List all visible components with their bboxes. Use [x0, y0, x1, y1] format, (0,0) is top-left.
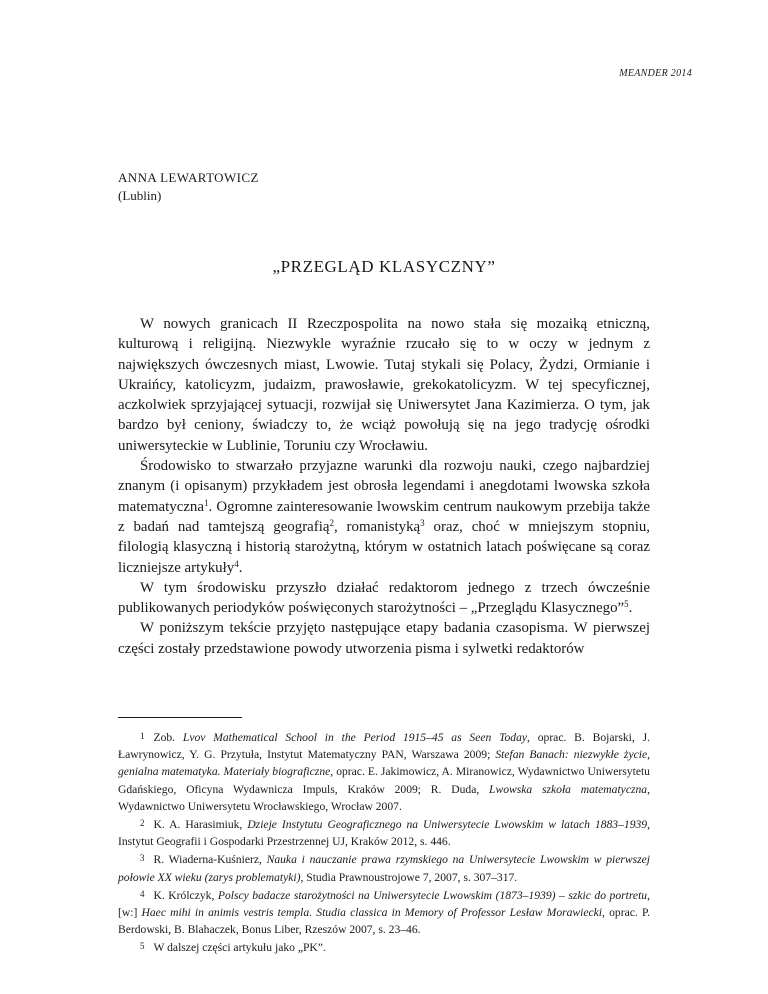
author-name: ANNA LEWARTOWICZ: [118, 170, 259, 185]
article-title: „PRZEGLĄD KLASYCZNY”: [272, 257, 496, 276]
footnote-title: Dzieje Instytutu Geograficznego na Uniwersytecie Lwowskim w latach 1883–1939: [247, 818, 648, 832]
paragraph-3: [118, 578, 650, 619]
footnote-ref-1[interactable]: 1: [204, 497, 209, 508]
footnotes: [118, 728, 650, 957]
footnote-text: K. Królczyk,: [153, 888, 218, 902]
footnote-title: Polscy badacze starożytności na Uniwersytecie Lwowskim (1873–1939) – szkic do portretu: [217, 888, 648, 902]
paragraph-2-text-a: Środowisko to stwarzało przyjazne warunki dla rozwoju nauki, czego najbardziej znanym (i opisanym) przykładem jest obrosła legendami i anegdotami lwowska szkoła matematyczna: [118, 458, 650, 515]
footnote-text: , oprac. B. Bojarski, J. Ławrynowicz, Y. G. Przytuła, Instytut Matematyczny PAN, Warszawa 2009;: [118, 731, 651, 762]
footnote-text: , [w:]: [118, 888, 651, 920]
footnote-number: 4: [140, 888, 145, 899]
footnote-title: Lwowska szkoła matematyczna: [489, 782, 648, 796]
author-affiliation: (Lublin): [118, 188, 162, 203]
footnote-number: 1: [140, 731, 145, 741]
article-body: [118, 314, 650, 659]
footnote-2: [118, 815, 650, 850]
footnote-title: Stefan Banach: niezwykłe życie, genialna matematyka. Materiały biograficzne: [118, 748, 650, 779]
footnote-text: , Wydawnictwo Uniwersytetu Wrocławskiego, Wrocław 2007.: [118, 782, 650, 813]
paragraph-4: W poniższym tekście przyjęto następujące etapy badania czasopisma. W pierwszej części zostały przedstawione powody utworzenia pisma i sylwetki redaktorów: [118, 620, 650, 657]
footnote-title: Nauka i nauczanie prawa rzymskiego na Uniwersytecie Lwowskim w pierwszej połowie XX wieku (zarys problematyki): [118, 853, 650, 884]
footnote-title: Lvov Mathematical School in the Period 1915–45 as Seen Today: [182, 731, 528, 744]
paragraph-2-text-e: .: [238, 559, 243, 576]
footnote-text: , oprac. E. Jakimowicz, A. Miranowicz, Wydawnictwo Uniwersytetu Gdańskiego, Oficyna Wydawnicza Impuls, Kraków 2009; R. Duda,: [118, 765, 650, 796]
footnote-4: [118, 886, 650, 939]
paragraph-2-text-c: , romanistyką: [333, 518, 421, 535]
footnote-text: , Studia Prawnoustrojowe 7, 2007, s. 307–317.: [300, 870, 518, 884]
paragraph-2: [118, 456, 650, 578]
footnote-number: 5: [140, 941, 145, 952]
footnote-text: K. A. Harasimiuk,: [153, 818, 248, 832]
running-header: MEANDER 2014: [619, 68, 692, 79]
paragraph-3-text-a: W tym środowisku przyszło działać redaktorom jednego z trzech ówcześnie publikowanych periodyków poświęconych starożytności – „Przeglądu Klasycznego”: [118, 579, 650, 617]
footnote-1: [118, 728, 650, 815]
footnote-text: Zob.: [153, 731, 183, 744]
footnote-ref-2[interactable]: 2: [329, 517, 334, 528]
footnote-divider: [118, 717, 242, 718]
footnote-text: , oprac. P. Berdowski, B. Blahaczek, Bonus Liber, Rzeszów 2007, s. 23–46.: [118, 906, 650, 937]
paragraph-2-text-b: . Ogromne zainteresowanie lwowskim centrum naukowym przebija także z badań nad tamtejszą geografią: [118, 498, 650, 535]
footnote-text: W dalszej części artykułu jako „PK”.: [153, 941, 326, 955]
paragraph-2-text-d: oraz, choć w mniejszym stopniu, filologią klasyczną i historią starożytną, którym w ostatnich latach poświęcane są coraz liczniejsze artykuły: [118, 518, 651, 576]
author-block: [118, 169, 259, 205]
footnote-title: Haec mihi in animis vestris templa. Studia classica in Memory of Professor Lesław Morawiecki: [141, 906, 603, 920]
footnote-text: , Instytut Geografii i Gospodarki Przestrzennej UJ, Kraków 2012, s. 446.: [118, 818, 650, 849]
footnote-3: [118, 850, 650, 885]
footnote-5: [118, 938, 650, 956]
footnote-ref-5[interactable]: 5: [624, 599, 629, 610]
footnote-number: 2: [140, 818, 145, 829]
footnote-ref-3[interactable]: 3: [420, 517, 425, 528]
paragraph-3-text-b: .: [628, 600, 633, 617]
paragraph-1: W nowych granicach II Rzeczpospolita na nowo stała się mozaiką etniczną, kulturową i religijną. Niezwykle wyraźnie rzucało się to w oczy w jednym z największych ówczesnych miast, Lwowie. Tutaj stykali się Polacy, Żydzi, Ormianie i Ukraińcy, katolicyzm, judaizm, prawosławie, grekokatolicyzm. W tej specyficznej, aczkolwiek sprzyjającej sytuacji, rozwijał się Uniwersytet Jana Kazimierza. O tym, jak bardzo był ceniony, świadczy to, że wciąż powołują się na jego tradycję ośrodki uniwersyteckie w Lublinie, Toruniu czy Wrocławiu.: [118, 316, 650, 454]
footnote-text: R. Wiaderna-Kuśnierz,: [153, 853, 267, 867]
footnote-ref-4[interactable]: 4: [234, 558, 239, 569]
footnote-number: 3: [140, 853, 145, 864]
